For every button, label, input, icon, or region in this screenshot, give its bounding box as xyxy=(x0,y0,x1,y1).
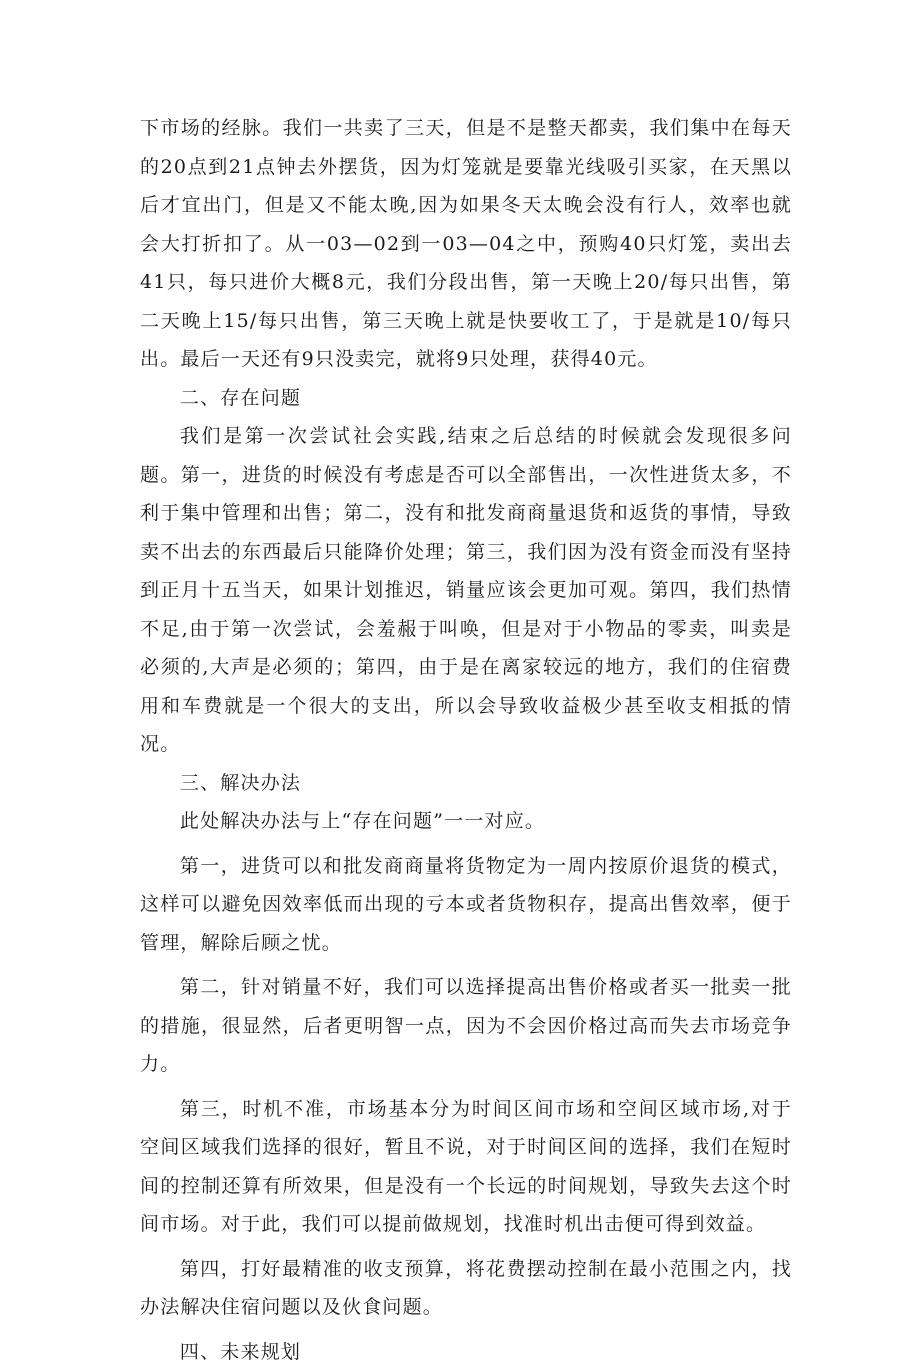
paragraph-solution-4: 第四，打好最精准的收支预算，将花费摆动控制在最小范围之内，找办法解决住宿问题以及伙食问题。 xyxy=(140,1250,792,1327)
paragraph-solution-1: 第一，进货可以和批发商商量将货物定为一周内按原价退货的模式，这样可以避免因效率低而出现的亏本或者货物积存，提高出售效率，便于管理，解除后顾之忧。 xyxy=(140,847,792,963)
heading-existing-problems: 二、存在问题 xyxy=(140,379,792,418)
paragraph-sales-summary: 下市场的经脉。我们一共卖了三天，但是不是整天都卖，我们集中在每天的20点到21点钟去外摆货，因为灯笼就是要靠光线吸引买家，在天黑以后才宜出门，但是又不能太晚,因为如果冬天太晚会没有行人，效率也就会大打折扣了。从一03—02到一03—04之中，预购40只灯笼，卖出去41只，每只进价大概8元，我们分段出售，第一天晚上20/每只出售，第二天晚上15/每只出售，第三天晚上就是快要收工了，于是就是10/每只出。最后一天还有9只没卖完，就将9只处理，获得40元。 xyxy=(140,109,792,379)
heading-future-plan: 四、未来规划 xyxy=(140,1333,792,1371)
paragraph-problems: 我们是第一次尝试社会实践,结束之后总结的时候就会发现很多问题。第一，进货的时候没有考虑是否可以全部售出，一次性进货太多，不利于集中管理和出售；第二，没有和批发商商量退货和返货的事情，导致卖不出去的东西最后只能降价处理；第三，我们因为没有资金而没有坚持到正月十五当天，如果计划推迟，销量应该会更加可观。第四，我们热情不足,由于第一次尝试，会羞赧于叫唤，但是对于小物品的零卖，叫卖是必须的,大声是必须的；第四，由于是在离家较远的地方，我们的住宿费用和车费就是一个很大的支出，所以会导致收益极少甚至收支相抵的情况。 xyxy=(140,417,792,764)
paragraph-solution-3: 第三，时机不准，市场基本分为时间区间市场和空间区域市场,对于空间区域我们选择的很好，暂且不说，对于时间区间的选择，我们在短时间的控制还算有所效果，但是没有一个长远的时间规划，导致失去这个时间市场。对于此，我们可以提前做规划，找准时机出击便可得到效益。 xyxy=(140,1090,792,1244)
document-body xyxy=(140,109,792,1371)
paragraph-solutions-intro: 此处解决办法与上“存在问题”一一对应。 xyxy=(140,802,792,841)
heading-solutions: 三、解决办法 xyxy=(140,764,792,803)
paragraph-solution-2: 第二，针对销量不好，我们可以选择提高出售价格或者买一批卖一批的措施，很显然，后者更明智一点，因为不会因价格过高而失去市场竞争力。 xyxy=(140,968,792,1084)
